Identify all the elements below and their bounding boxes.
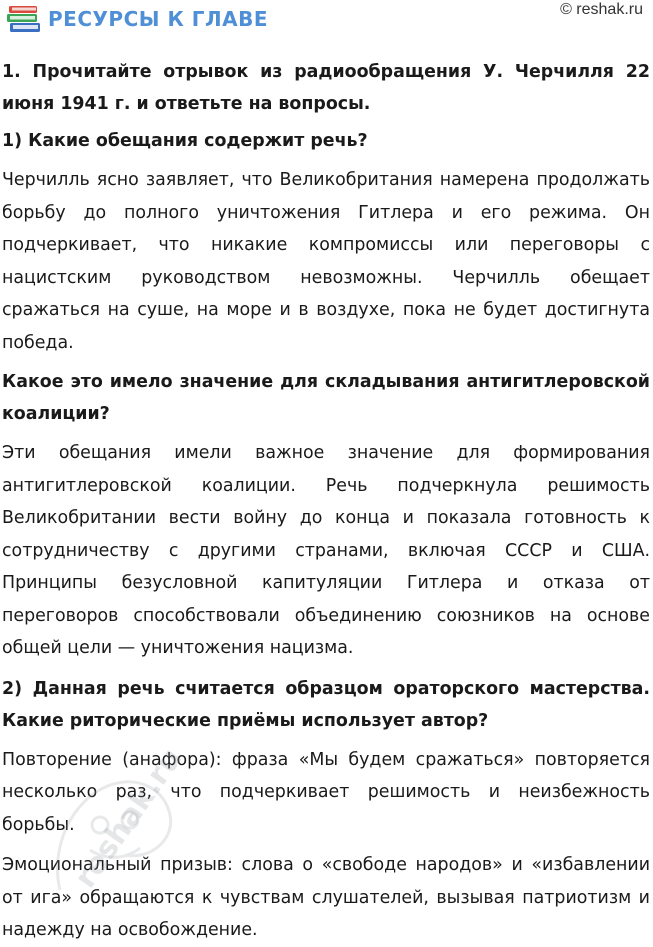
- logo-text: РЕСУРСЫ К ГЛАВЕ: [48, 7, 268, 31]
- answer-2-paragraph: Эти обещания имели важное значение для формирования антигитлеровской коалиции. Речь подчеркнула решимость Великобритании вести войну до конца и показала готовность к сотрудничеству с другими странами, включая СССР и США. Принципы безусловной капитуляции Гитлера и отказа от переговоров способствовали объединению союзников на основе общей цели — уничтожения нацизма.: [2, 443, 650, 658]
- question-2-title: 2) Данная речь считается образцом ораторского мастерства. Какие риторические приёмы использует автор?: [2, 678, 650, 731]
- header: [0, 0, 653, 40]
- question-1-subquestion-2: Какое это имело значение для складывания антигитлеровской коалиции?: [2, 372, 650, 424]
- question-1-subquestion-1: 1) Какие обещания содержит речь?: [2, 131, 368, 151]
- answer-3-paragraph: Повторение (анафора): фраза «Мы будем сражаться» повторяется несколько раз, что подчеркивает решимость и неизбежность борьбы.: [2, 749, 650, 835]
- question-1-title: 1. Прочитайте отрывок из радиообращения У. Черчилля 22 июня 1941 г. и ответьте на вопросы.: [2, 62, 650, 114]
- answer-1-paragraph: Черчилль ясно заявляет, что Великобритания намерена продолжать борьбу до полного уничтожения Гитлера и его режима. Он подчеркивает, что никакие компромиссы или переговоры с нацистским руководством невозможны. Черчилль обещает сражаться на суше, на море и в воздухе, пока не будет достигнута победа.: [2, 170, 650, 353]
- answer-4-paragraph: Эмоциональный призыв: слова о «свободе народов» и «избавлении от ига» обращаются к чувствам слушателей, вызывая патриотизм и надежду на освобождение.: [2, 855, 650, 940]
- site-copyright[interactable]: © reshak.ru: [560, 1, 643, 18]
- books-stack-icon: [6, 3, 42, 35]
- watermark-text: reshak.ru: [67, 741, 190, 895]
- article: [2, 56, 650, 947]
- logo[interactable]: [6, 2, 268, 36]
